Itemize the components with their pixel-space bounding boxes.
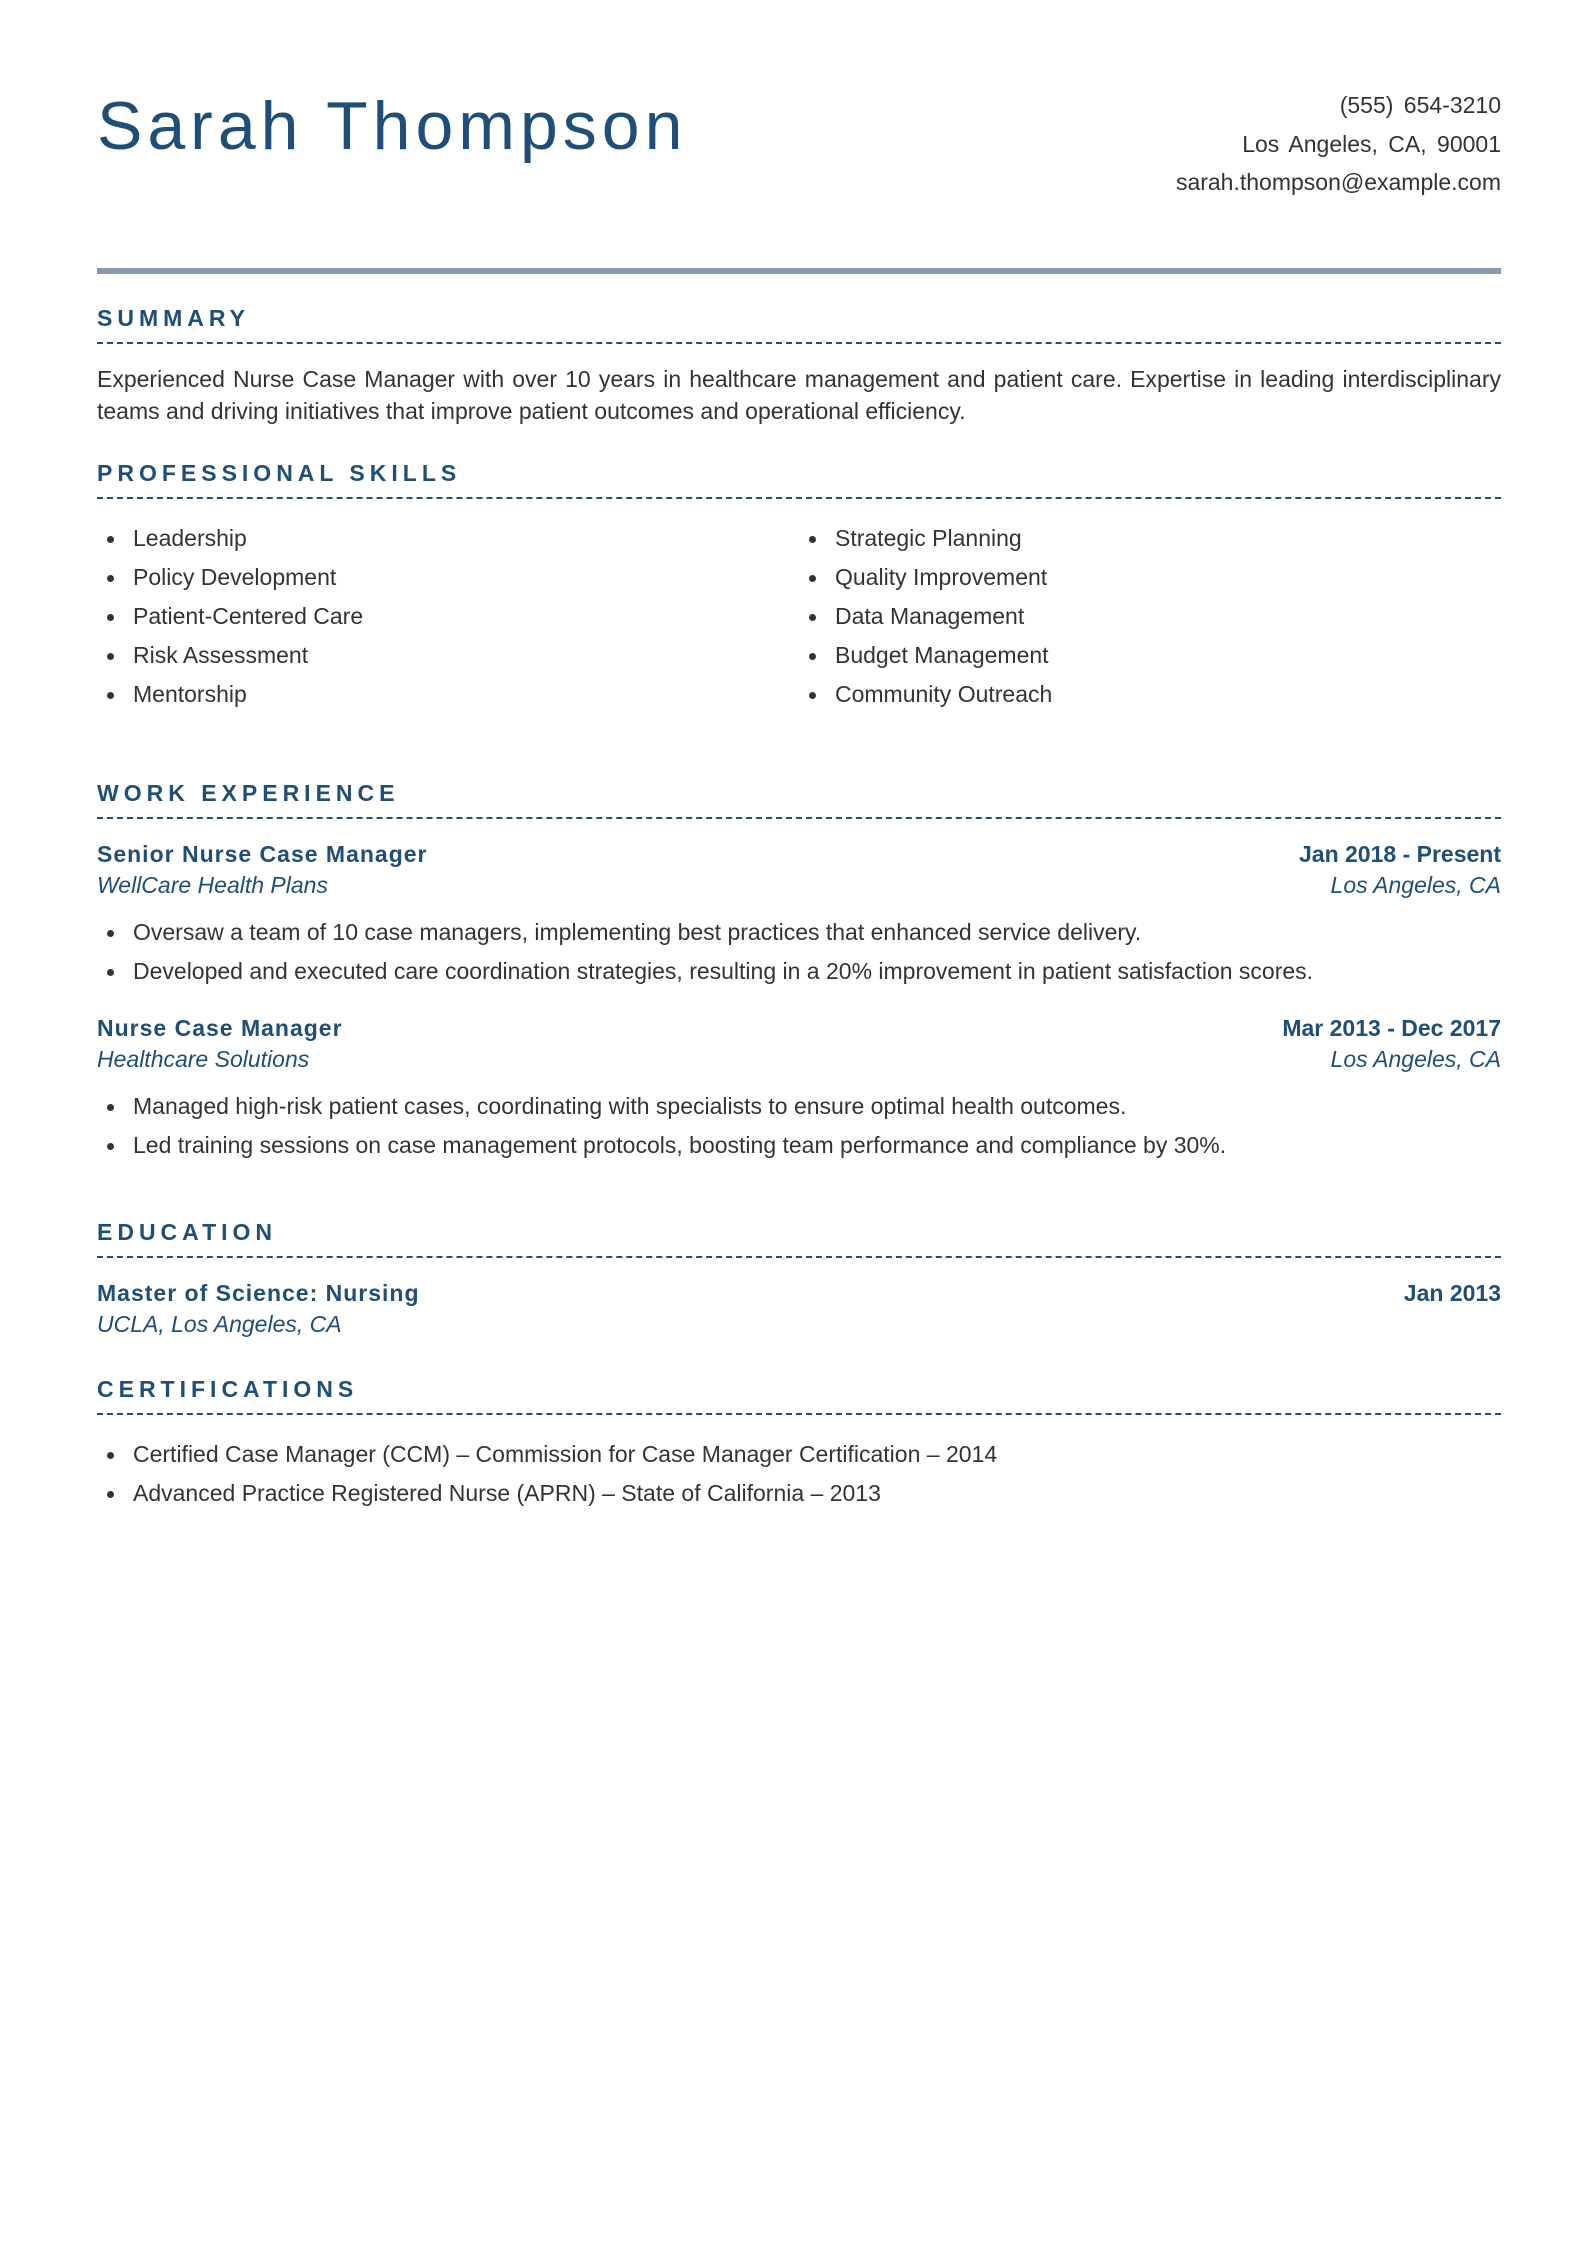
email-address: sarah.thompson@example.com xyxy=(1175,169,1501,195)
phone-number: (555) 654-3210 xyxy=(1339,92,1501,118)
section-title-work: WORK EXPERIENCE xyxy=(97,782,1501,819)
job-entry xyxy=(97,839,1501,991)
degree: Master of Science: Nursing xyxy=(97,1280,420,1306)
school: UCLA, Los Angeles, CA xyxy=(97,1311,342,1337)
section-title-skills: PROFESSIONAL SKILLS xyxy=(97,462,1501,499)
job-bullets xyxy=(97,913,1501,991)
section-title-certifications: CERTIFICATIONS xyxy=(97,1378,1501,1415)
skills-section xyxy=(97,462,1501,714)
address: Los Angeles, CA, 90001 xyxy=(1242,130,1501,157)
skill-item: Risk Assessment xyxy=(133,636,799,675)
education-subheader xyxy=(97,1309,1501,1340)
skill-item: Strategic Planning xyxy=(835,519,1501,558)
job-bullet: Led training sessions on case management protocols, boosting team performance and compliance by 30%. xyxy=(133,1126,1501,1165)
work-experience-section xyxy=(97,782,1501,1165)
candidate-name: Sarah Thompson xyxy=(97,88,688,164)
job-company: WellCare Health Plans xyxy=(97,872,328,898)
skill-item: Budget Management xyxy=(835,636,1501,675)
skill-item: Community Outreach xyxy=(835,675,1501,714)
job-subheader xyxy=(97,870,1501,901)
section-title-education: EDUCATION xyxy=(97,1221,1501,1258)
section-title-summary: SUMMARY xyxy=(97,307,1501,344)
job-subheader xyxy=(97,1044,1501,1075)
job-location: Los Angeles, CA xyxy=(1330,1046,1501,1072)
job-location: Los Angeles, CA xyxy=(1330,872,1501,898)
certification-item: Advanced Practice Registered Nurse (APRN) – State of California – 2013 xyxy=(133,1474,1501,1513)
resume-header xyxy=(97,0,1501,274)
job-bullet: Developed and executed care coordination strategies, resulting in a 20% improvement in patient satisfaction scores. xyxy=(133,952,1501,991)
skill-item: Data Management xyxy=(835,597,1501,636)
contact-info xyxy=(1176,86,1501,202)
header-divider xyxy=(97,268,1501,274)
education-header xyxy=(97,1278,1501,1309)
skill-item: Quality Improvement xyxy=(835,558,1501,597)
skills-list-left xyxy=(97,519,799,714)
job-dates: Mar 2013 - Dec 2017 xyxy=(1282,1015,1501,1041)
skill-item: Policy Development xyxy=(133,558,799,597)
summary-section xyxy=(97,307,1501,427)
certifications-section xyxy=(97,1378,1501,1513)
job-header xyxy=(97,1013,1501,1044)
skill-item: Patient-Centered Care xyxy=(133,597,799,636)
resume-page xyxy=(97,0,1501,1506)
job-title: Nurse Case Manager xyxy=(97,1015,343,1041)
job-company: Healthcare Solutions xyxy=(97,1046,310,1072)
skills-grid xyxy=(97,519,1501,714)
job-bullet: Oversaw a team of 10 case managers, implementing best practices that enhanced service delivery. xyxy=(133,913,1501,952)
certification-item: Certified Case Manager (CCM) – Commission for Case Manager Certification – 2014 xyxy=(133,1435,1501,1474)
skills-column-right xyxy=(799,519,1501,714)
skill-item: Leadership xyxy=(133,519,799,558)
job-dates: Jan 2018 - Present xyxy=(1298,841,1501,867)
job-title: Senior Nurse Case Manager xyxy=(97,841,428,867)
skill-item: Mentorship xyxy=(133,675,799,714)
job-bullets xyxy=(97,1087,1501,1165)
job-header xyxy=(97,839,1501,870)
summary-text: Experienced Nurse Case Manager with over 10 years in healthcare management and patient care. Expertise in leading interdisciplinary teams and driving initiatives that improve patient outcomes and operational efficiency. xyxy=(97,366,1501,424)
graduation-date: Jan 2013 xyxy=(1403,1280,1501,1306)
certifications-list xyxy=(97,1435,1501,1513)
education-section xyxy=(97,1221,1501,1340)
skills-list-right xyxy=(799,519,1501,714)
skills-column-left xyxy=(97,519,799,714)
job-bullet: Managed high-risk patient cases, coordinating with specialists to ensure optimal health outcomes. xyxy=(133,1087,1501,1126)
job-entry xyxy=(97,1013,1501,1165)
